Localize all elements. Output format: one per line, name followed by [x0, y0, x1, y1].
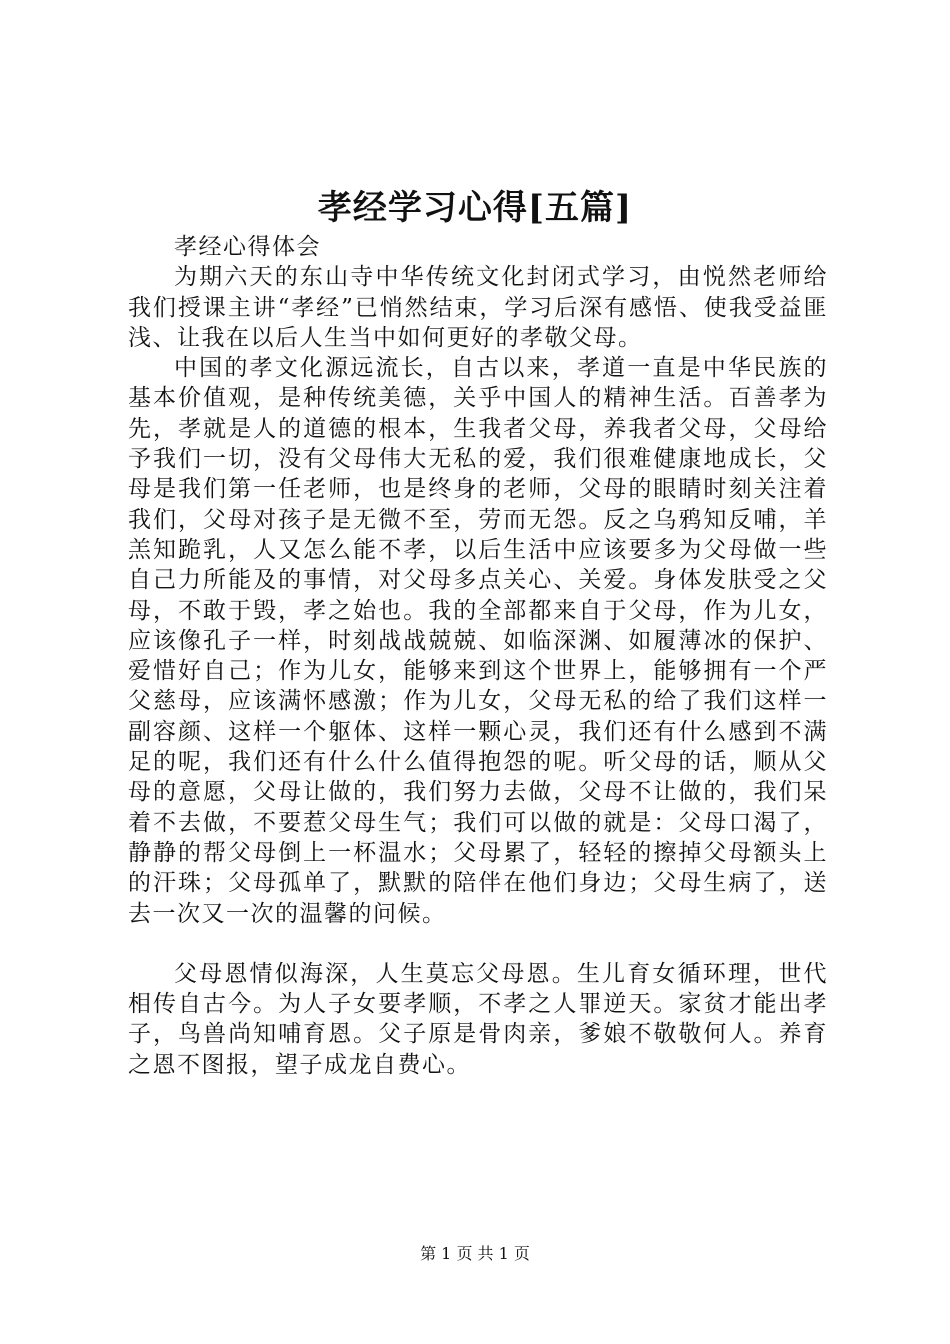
- document-subtitle: 孝经心得体会: [174, 234, 321, 260]
- paragraph-1: 为期六天的东山寺中华传统文化封闭式学习，由悦然老师给我们授课主讲“孝经”已悄然结束，学习后深有感悟、使我受益匪浅、让我在以后人生当中如何更好的孝敬父母。: [128, 264, 828, 351]
- page-footer: 第 1 页 共 1 页: [420, 1244, 530, 1263]
- document-body: [128, 232, 828, 1080]
- paragraph-3: 父母恩情似海深，人生莫忘父母恩。生儿育女循环理，世代相传自古今。为人子女要孝顺，不孝之人罪逆天。家贫才能出孝子，鸟兽尚知哺育恩。父子原是骨肉亲，爹娘不敬敬何人。养育之恩不图报，望子成龙自费心。: [128, 960, 828, 1078]
- paragraph-2: 中国的孝文化源远流长，自古以来，孝道一直是中华民族的基本价值观，是种传统美德，关乎中国人的精神生活。百善孝为先，孝就是人的道德的根本，生我者父母，养我者父母，父母给予我们一切，没有父母伟大无私的爱，我们很难健康地成长，父母是我们第一任老师，也是终身的老师，父母的眼睛时刻关注着我们，父母对孩子是无微不至，劳而无怨。反之乌鸦知反哺，羊羔知跪乳，人又怎么能不孝，以后生活中应该要多为父母做一些自己力所能及的事情，对父母多点关心、关爱。身体发肤受之父母，不敢于毁，孝之始也。我的全部都来自于父母，作为儿女，应该像孔子一样，时刻战战兢兢、如临深渊、如履薄冰的保护、爱惜好自己；作为儿女，能够来到这个世界上，能够拥有一个严父慈母，应该满怀感激；作为儿女，父母无私的给了我们这样一副容颜、这样一个躯体、这样一颗心灵，我们还有什么感到不满足的呢，我们还有什么什么值得抱怨的呢。听父母的话，顺从父母的意愿，父母让做的，我们努力去做，父母不让做的，我们呆着不去做，不要惹父母生气；我们可以做的就是：父母口渴了，静静的帮父母倒上一杯温水；父母累了，轻轻的擦掉父母额头上的汗珠；父母孤单了，默默的陪伴在他们身边；父母生病了，送去一次又一次的温馨的问候。: [128, 355, 828, 927]
- document-title: 孝经学习心得[五篇]: [317, 188, 633, 228]
